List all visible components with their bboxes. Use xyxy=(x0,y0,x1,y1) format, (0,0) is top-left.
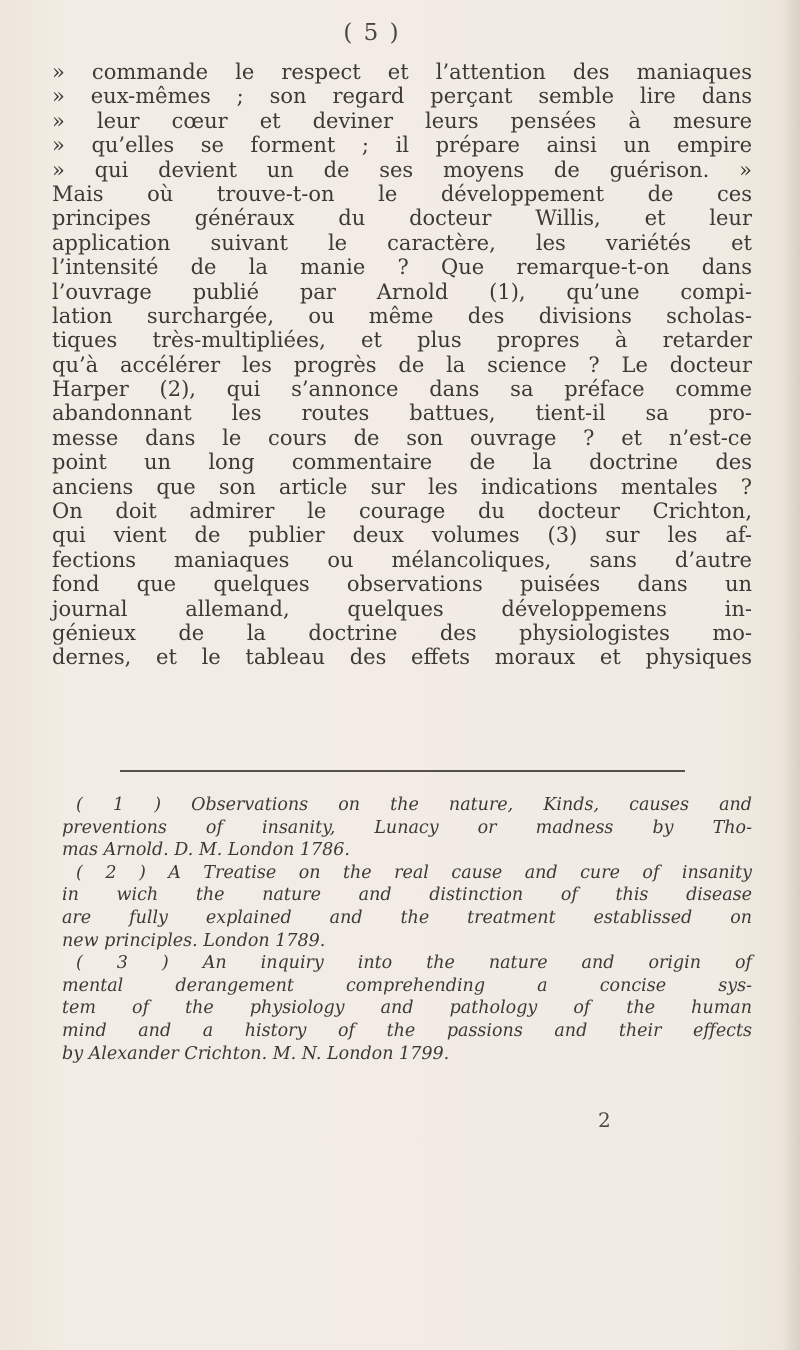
text-line: » commande le respect et l’attention des maniaques xyxy=(52,60,752,84)
text-line: Mais où trouve-t-on le développement de ces xyxy=(52,181,752,206)
text-line: application suivant le caractère, les variétés et xyxy=(52,230,752,255)
main-text xyxy=(52,60,752,670)
footnote-line: are fully explained and the treatment establissed on xyxy=(62,907,752,928)
page-edge-shadow xyxy=(782,0,800,1350)
footnote-line: ( 3 ) An inquiry into the nature and origin of xyxy=(76,953,752,974)
text-line: » leur cœur et deviner leurs pensées à mesure xyxy=(52,108,752,133)
text-line: principes généraux du docteur Willis, et leur xyxy=(52,206,752,231)
footnote-line: new principles. London 1789. xyxy=(62,930,326,951)
text-line: fections maniaques ou mélancoliques, sans d’autre xyxy=(52,547,752,572)
page-number: ( 5 ) xyxy=(343,20,401,46)
text-line: lation surchargée, ou même des divisions scholas- xyxy=(52,303,752,328)
footnote-line: in wich the nature and distinction of this disease xyxy=(62,885,752,906)
text-line: qui vient de publier deux volumes (3) sur les af- xyxy=(52,523,752,548)
footnote-line: preventions of insanity, Lunacy or madness by Tho- xyxy=(62,817,752,838)
text-line: » eux-mêmes ; son regard perçant semble lire dans xyxy=(52,84,752,109)
signature-mark: 2 xyxy=(598,1108,611,1132)
text-line: dernes, et le tableau des effets moraux et physiques xyxy=(52,645,752,670)
footnote-line: mas Arnold. D. M. London 1786. xyxy=(62,840,350,861)
text-line: l’intensité de la manie ? Que remarque-t-on dans xyxy=(52,255,752,280)
footnote-line: tem of the physiology and pathology of the human xyxy=(62,998,752,1019)
text-line: Harper (2), qui s’annonce dans sa préface comme xyxy=(52,377,752,402)
text-line: point un long commentaire de la doctrine des xyxy=(52,450,752,475)
footnote-line: mental derangement comprehending a concise sys- xyxy=(62,975,752,996)
text-line: fond que quelques observations puisées dans un xyxy=(52,572,752,597)
text-line: tiques très-multipliées, et plus propres à retarder xyxy=(52,328,752,353)
text-line: » qui devient un de ses moyens de guérison. » xyxy=(52,157,752,182)
text-line: On doit admirer le courage du docteur Crichton, xyxy=(52,499,752,524)
text-line: messe dans le cours de son ouvrage ? et n’est-ce xyxy=(52,425,752,450)
text-line: journal allemand, quelques développemens in- xyxy=(52,596,752,621)
text-line: génieux de la doctrine des physiologistes mo- xyxy=(52,620,752,645)
footnotes xyxy=(62,794,752,1065)
footnote-line: by Alexander Crichton. M. N. London 1799. xyxy=(62,1043,450,1064)
footnote-separator-rule xyxy=(120,770,685,772)
footnote-line: ( 2 ) A Treatise on the real cause and cure of insanity xyxy=(76,862,752,883)
text-line: » qu’elles se forment ; il prépare ainsi un empire xyxy=(52,133,752,158)
footnote-line: mind and a history of the passions and their effects xyxy=(62,1020,752,1041)
text-line: qu’à accélérer les progrès de la science ? Le docteur xyxy=(52,352,752,377)
footnote-line: ( 1 ) Observations on the nature, Kinds, causes and xyxy=(76,795,752,815)
text-line: l’ouvrage publié par Arnold (1), qu’une compi- xyxy=(52,279,752,304)
text-line: abandonnant les routes battues, tient-il sa pro- xyxy=(52,401,752,426)
text-line: anciens que son article sur les indications mentales ? xyxy=(52,474,752,499)
